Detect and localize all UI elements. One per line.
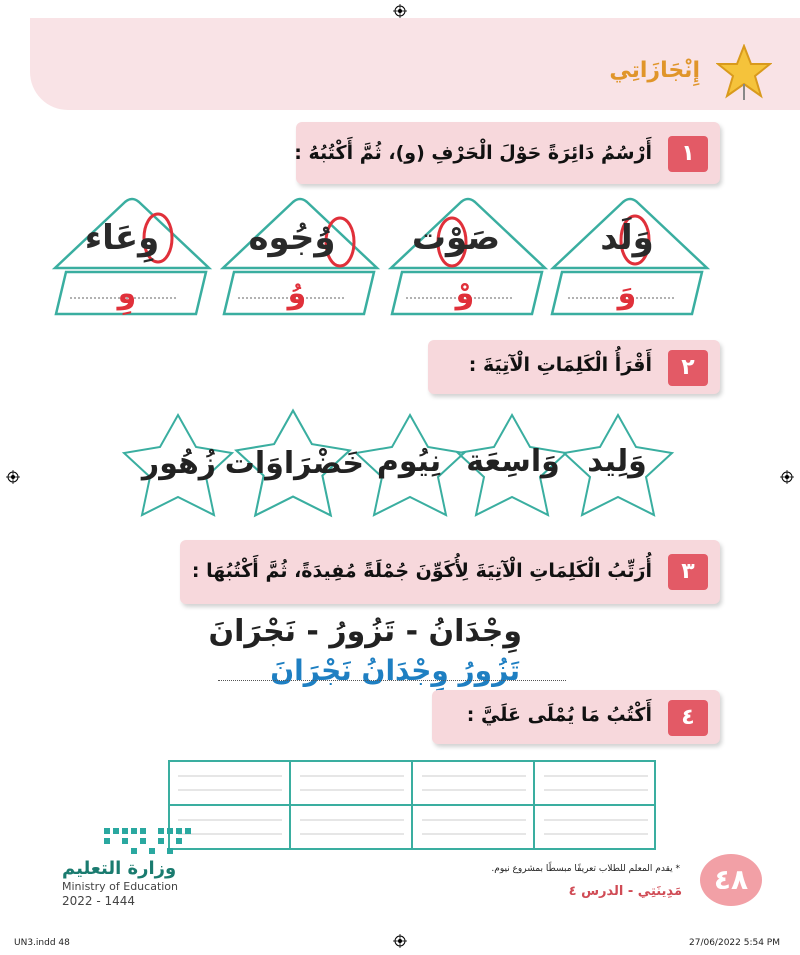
q1-instruction: أَرْسُمُ دَائِرَةً حَوْلَ الْحَرْفِ (و)، ثُمَّ أَكْتُبُهُ : bbox=[294, 142, 652, 164]
q3-number: ٣ bbox=[668, 554, 708, 590]
registration-mark-icon bbox=[393, 934, 407, 948]
q2-word: نِيُوم bbox=[376, 444, 442, 479]
file-info-left: UN3.indd 48 bbox=[14, 938, 70, 948]
q2-word: خَضْرَاوَات bbox=[224, 446, 364, 481]
ministry-year: 2022 - 1444 bbox=[62, 894, 136, 908]
q2-word: وَاسِعَة bbox=[466, 444, 560, 479]
q1-number: ١ bbox=[668, 136, 708, 172]
page-title: إِنْجَازَاتِي bbox=[609, 58, 700, 83]
file-info-right: 27/06/2022 5:54 PM bbox=[689, 938, 780, 948]
page-number: ٤٨ bbox=[700, 854, 762, 906]
registration-mark-icon bbox=[780, 470, 794, 484]
q1-answer-letter: وْ bbox=[455, 276, 475, 311]
q1-word: وُجُوه bbox=[248, 218, 336, 258]
star-trophy-icon bbox=[716, 44, 772, 100]
q1-answer-letter: وُ bbox=[287, 276, 307, 311]
q1-word: وَلَد bbox=[600, 218, 654, 258]
q2-word: زُهُور bbox=[141, 446, 217, 481]
q4-number: ٤ bbox=[668, 700, 708, 736]
answer-sentence: تَزُورُ وِجْدَانُ نَجْرَانَ bbox=[270, 654, 520, 687]
answer-line bbox=[218, 680, 566, 681]
registration-mark-icon bbox=[6, 470, 20, 484]
scrambled-words: وِجْدَانُ - تَزُورُ - نَجْرَانَ bbox=[208, 614, 522, 649]
q2-number: ٢ bbox=[668, 350, 708, 386]
dictation-grid bbox=[168, 760, 656, 850]
q1-answer-letter: وِ bbox=[117, 276, 137, 311]
registration-mark-icon bbox=[393, 4, 407, 18]
ministry-arabic: وزارة التعليم bbox=[62, 858, 177, 879]
q2-word: وَلِيد bbox=[587, 444, 647, 479]
q2-instruction: أَقْرَأُ الْكَلِمَاتِ الْآتِيَةَ : bbox=[468, 354, 652, 376]
q1-answer-letter: وَ bbox=[617, 276, 637, 311]
ministry-english: Ministry of Education bbox=[62, 880, 179, 893]
q1-word: وِعَاء bbox=[84, 218, 160, 258]
ministry-logo-icon bbox=[104, 826, 194, 856]
footer-note: * يقدم المعلم للطلاب تعريفًا مبسطًا بمشروع نيوم. bbox=[491, 864, 680, 874]
q1-word: صَوْت bbox=[411, 218, 501, 258]
q3-instruction: أُرَتِّبُ الْكَلِمَاتِ الْآتِيَةَ لِأُكَوِّنَ جُمْلَةً مُفِيدَةً، ثُمَّ أَكْتُبُهَا : bbox=[191, 560, 652, 582]
q4-instruction: أَكْتُبُ مَا يُمْلَى عَلَيَّ : bbox=[466, 704, 652, 726]
lesson-label: مَدِينَتِي - الدرس ٤ bbox=[568, 884, 682, 899]
